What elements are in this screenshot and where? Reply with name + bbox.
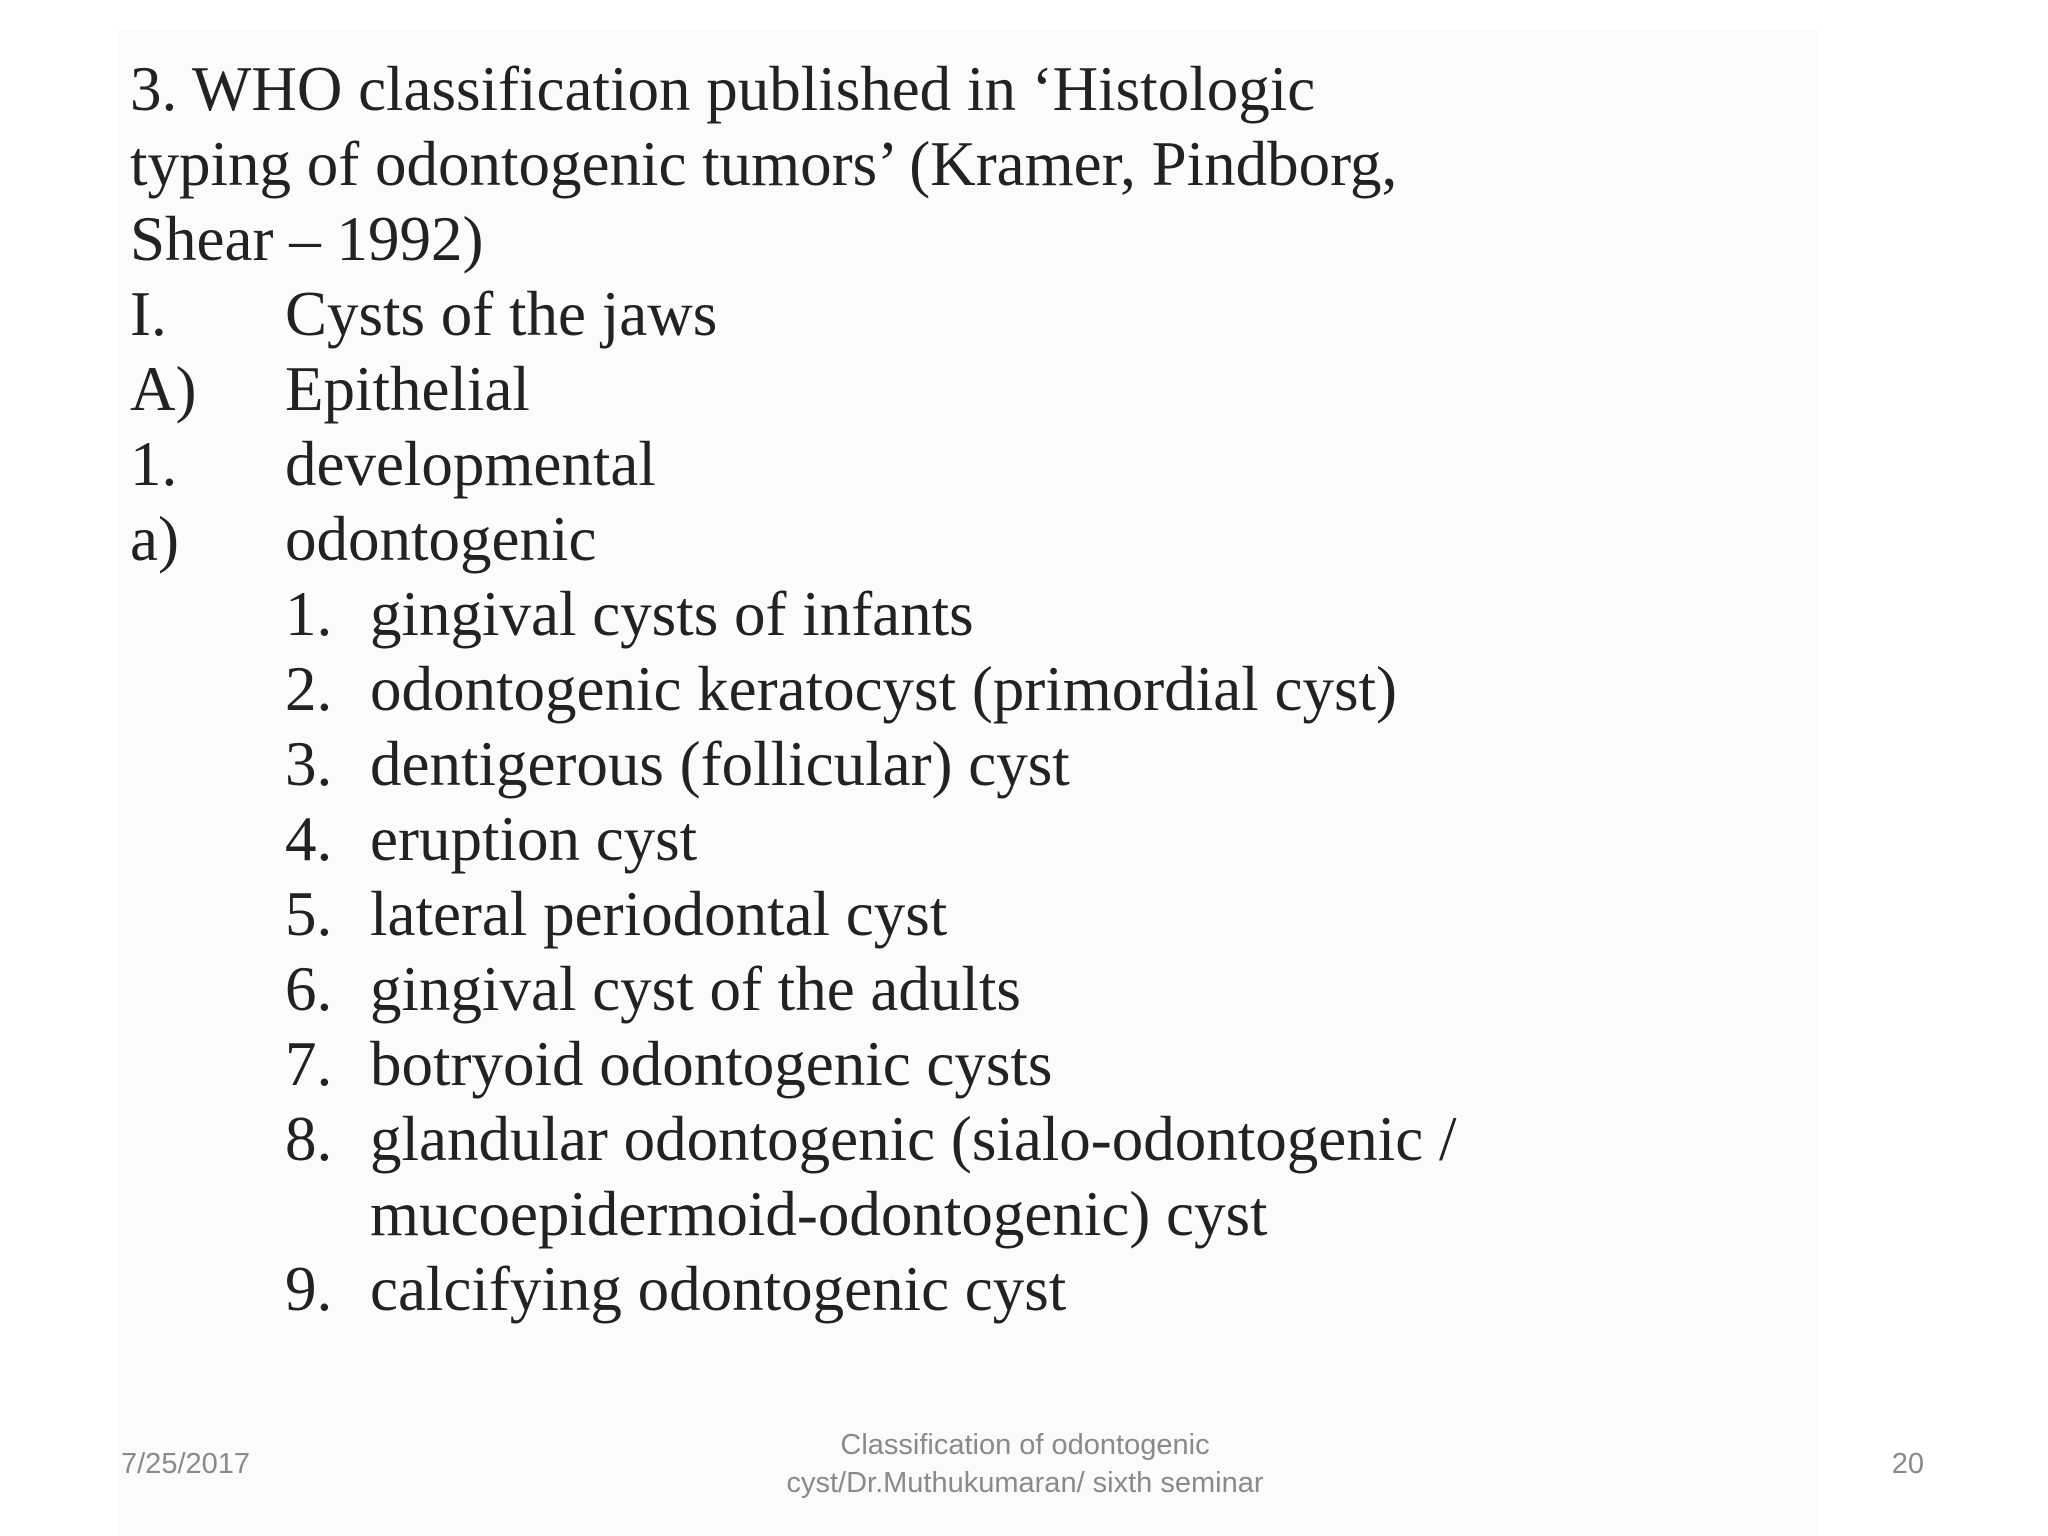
list-item-text: odontogenic keratocyst (primordial cyst) bbox=[370, 654, 1397, 724]
list-item bbox=[130, 877, 1830, 952]
outline-text: odontogenic bbox=[285, 504, 597, 574]
list-item-text: gingival cysts of infants bbox=[370, 579, 974, 649]
list-item-text: botryoid odontogenic cysts bbox=[370, 1029, 1053, 1099]
list-item bbox=[130, 952, 1830, 1027]
outline-marker: I. bbox=[130, 279, 167, 349]
outline-text: Epithelial bbox=[285, 354, 530, 424]
list-item bbox=[130, 727, 1830, 802]
list-item bbox=[130, 652, 1830, 727]
heading-line-2: typing of odontogenic tumors’ (Kramer, Pindborg, bbox=[130, 129, 1398, 199]
list-item-number: 8. bbox=[285, 1104, 333, 1174]
outline-marker: A) bbox=[130, 354, 197, 424]
list-item-number: 1. bbox=[285, 579, 333, 649]
list-item-text: eruption cyst bbox=[370, 804, 698, 874]
outline-item-cysts-of-jaws bbox=[130, 277, 1830, 352]
list-item-continuation bbox=[130, 1177, 1830, 1252]
list-item-text: dentigerous (follicular) cyst bbox=[370, 729, 1070, 799]
slide-footer bbox=[0, 1426, 2048, 1506]
footer-date: 7/25/2017 bbox=[121, 1448, 251, 1480]
outline-marker: 1. bbox=[130, 429, 178, 499]
list-item bbox=[130, 577, 1830, 652]
list-item-number: 3. bbox=[285, 729, 333, 799]
list-item-number: 7. bbox=[285, 1029, 333, 1099]
list-item-text: calcifying odontogenic cyst bbox=[370, 1254, 1067, 1324]
list-item-text: mucoepidermoid-odontogenic) cyst bbox=[370, 1179, 1268, 1249]
outline-text: developmental bbox=[285, 429, 656, 499]
outline-item-epithelial bbox=[130, 352, 1830, 427]
slide-number: 20 bbox=[1891, 1448, 1924, 1480]
outline-text: Cysts of the jaws bbox=[285, 279, 718, 349]
outline-marker: a) bbox=[130, 504, 179, 574]
list-item-number: 6. bbox=[285, 954, 333, 1024]
list-item-number: 2. bbox=[285, 654, 333, 724]
footer-title-line-2: cyst/Dr.Muthukumaran/ sixth seminar bbox=[786, 1467, 1264, 1499]
list-item-text: lateral periodontal cyst bbox=[370, 879, 948, 949]
heading-line-3: Shear – 1992) bbox=[130, 204, 484, 274]
footer-title-line-1: Classification of odontogenic bbox=[840, 1429, 1210, 1461]
outline-item-odontogenic bbox=[130, 502, 1830, 577]
list-item-text: gingival cyst of the adults bbox=[370, 954, 1021, 1024]
list-item bbox=[130, 1252, 1830, 1327]
list-item-number: 5. bbox=[285, 879, 333, 949]
list-item-text: glandular odontogenic (sialo-odontogenic / bbox=[370, 1104, 1457, 1174]
list-item-number: 9. bbox=[285, 1254, 333, 1324]
slide-content bbox=[130, 52, 1830, 1327]
footer-title bbox=[640, 1426, 1410, 1502]
cyst-list bbox=[130, 577, 1830, 1327]
outline-item-developmental bbox=[130, 427, 1830, 502]
list-item bbox=[130, 1027, 1830, 1102]
heading-line-1: 3. WHO classification published in ‘Histologic bbox=[130, 54, 1316, 124]
list-item-number bbox=[285, 1177, 370, 1252]
list-item bbox=[130, 802, 1830, 877]
list-item-number: 4. bbox=[285, 804, 333, 874]
list-item bbox=[130, 1102, 1830, 1177]
